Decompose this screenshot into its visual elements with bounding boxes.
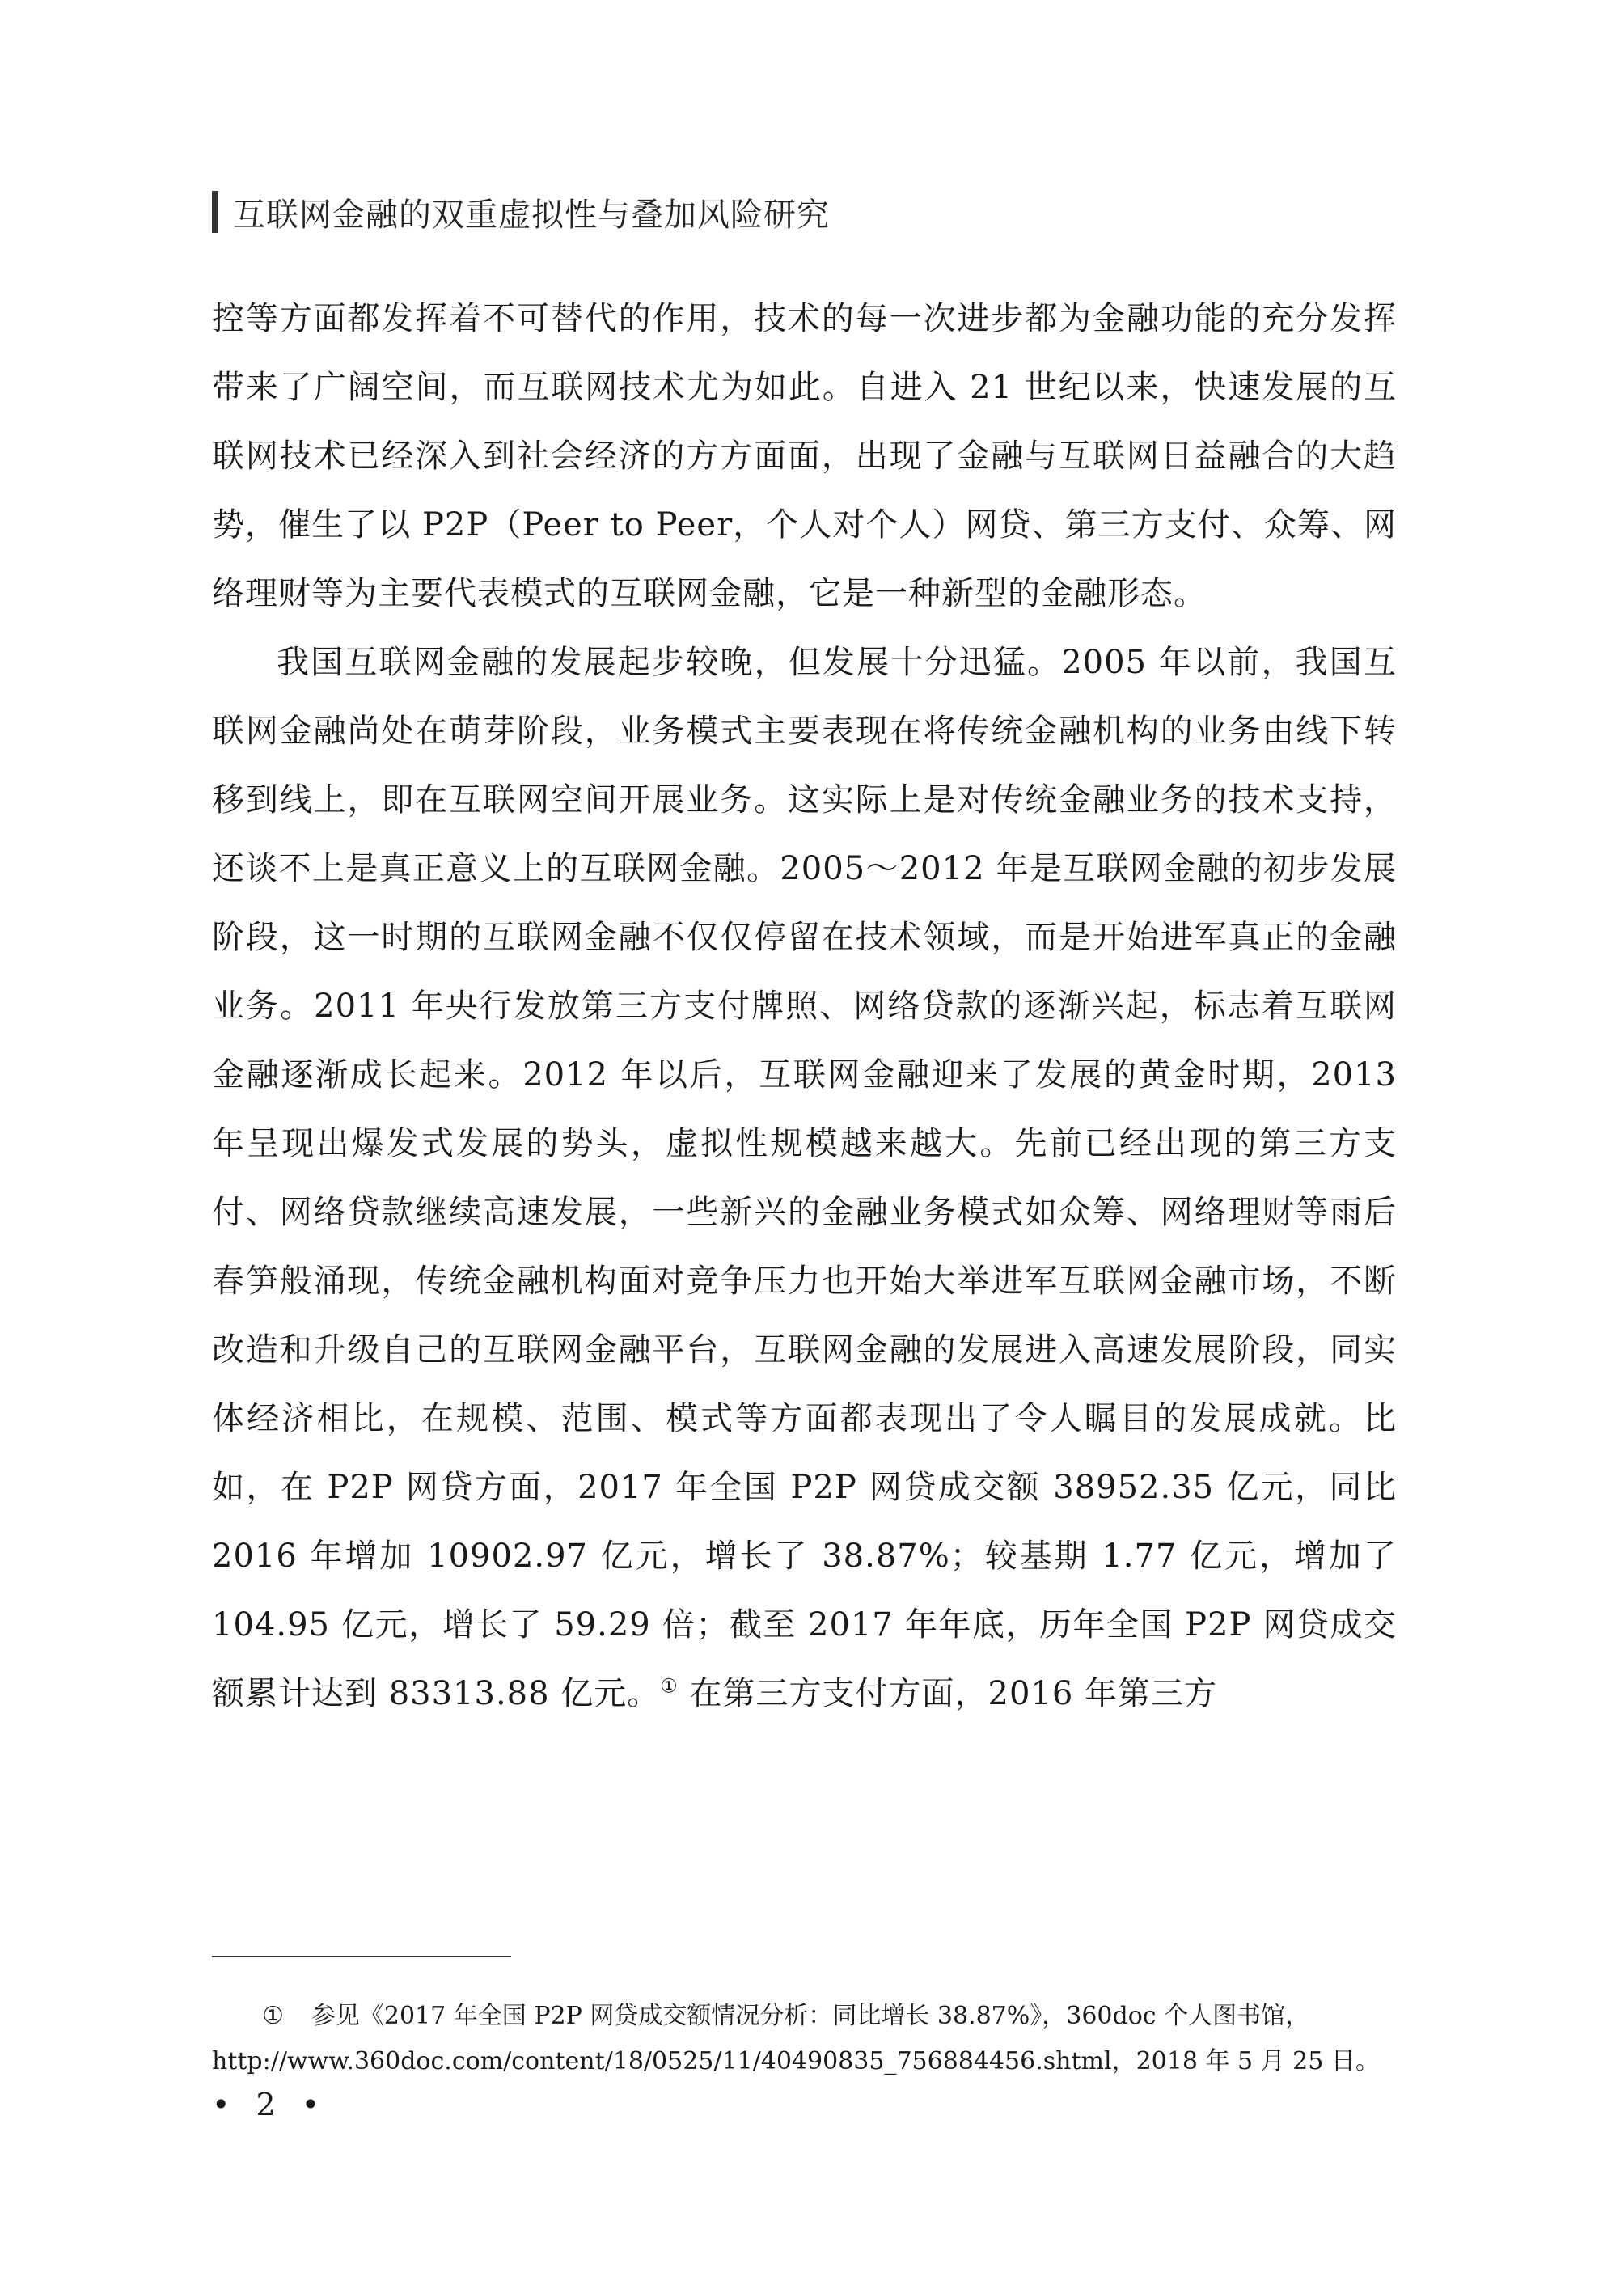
paragraph-2 bbox=[212, 628, 1397, 1728]
running-head-bar bbox=[212, 191, 218, 233]
running-head-title: 互联网金融的双重虚拟性与叠加风险研究 bbox=[233, 196, 830, 234]
footnote-number: ① bbox=[262, 2002, 284, 2030]
paragraph-1: 控等方面都发挥着不可替代的作用，技术的每一次进步都为金融功能的充分发挥带来了广阔空间，而互联网技术尤为如此。自进入 21 世纪以来，快速发展的互联网技术已经深入到社会经济的方方面面，出现了金融与互联网日益融合的大趋势，催生了以 P2P（Peer to Peer，个人对个人）网贷、第三方支付、众筹、网络理财等为主要代表模式的互联网金融，它是一种新型的金融形态。 bbox=[212, 300, 1397, 612]
page-number: • 2 • bbox=[212, 2087, 328, 2122]
footnote-url-line: http://www.360doc.com/content/18/0525/11/40490835_756884456.shtml，2018 年 5 月 25 日。 bbox=[212, 2047, 1380, 2075]
footnote-reference-marker[interactable]: ① bbox=[660, 1674, 679, 1698]
footnote-line-1 bbox=[212, 1994, 1397, 2039]
footnote-text: 参见《2017 年全国 P2P 网贷成交额情况分析：同比增长 38.87%》，360doc 个人图书馆， bbox=[311, 2002, 1310, 2030]
paragraph-2-tail: 在第三方支付方面，2016 年第三方 bbox=[689, 1675, 1218, 1712]
body-text bbox=[212, 285, 1397, 1728]
running-head bbox=[212, 188, 830, 236]
footnote bbox=[212, 1994, 1397, 2084]
footnote-divider bbox=[212, 1956, 511, 1957]
paragraph-2-text: 我国互联网金融的发展起步较晚，但发展十分迅猛。2005 年以前，我国互联网金融尚处在萌芽阶段，业务模式主要表现在将传统金融机构的业务由线下转移到线上，即在互联网空间开展业务。这实际上是对传统金融业务的技术支持，还谈不上是真正意义上的互联网金融。2005～2012 年是互联网金融的初步发展阶段，这一时期的互联网金融不仅仅停留在技术领域，而是开始进军真正的金融业务。2011 年央行发放第三方支付牌照、网络贷款的逐渐兴起，标志着互联网金融逐渐成长起来。2012 年以后，互联网金融迎来了发展的黄金时期，2013 年呈现出爆发式发展的势头，虚拟性规模越来越大。先前已经出现的第三方支付、网络贷款继续高速发展，一些新兴的金融业务模式如众筹、网络理财等雨后春笋般涌现，传统金融机构面对竞争压力也开始大举进军互联网金融市场，不断改造和升级自己的互联网金融平台，互联网金融的发展进入高速发展阶段，同实体经济相比，在规模、范围、模式等方面都表现出了令人瞩目的发展成就。比如，在 P2P 网贷方面，2017 年全国 P2P 网贷成交额 38952.35 亿元，同比 2016 年增加 10902.97 亿元，增长了 38.87%；较基期 1.77 亿元，增加了 104.95 亿元，增长了 59.29 倍；截至 2017 年年底，历年全国 P2P 网贷成交额累计达到 83313.88 亿元。 bbox=[212, 644, 1397, 1712]
